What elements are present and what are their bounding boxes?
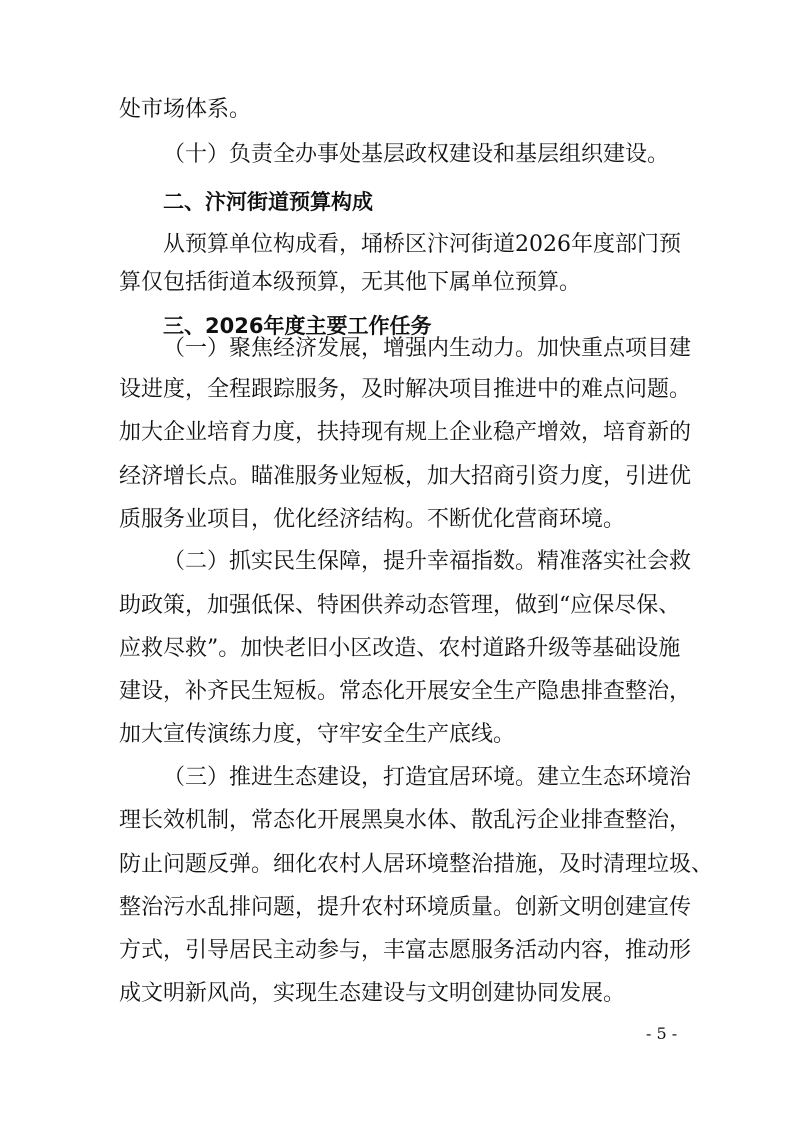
body-text-line: 整治污水乱排问题，提升农村环境质量。创新文明创建宣传 xyxy=(119,895,692,920)
body-text-line: 加大企业培育力度，扶持现有规上企业稳产增效，培育新的 xyxy=(119,420,692,445)
body-text-line: 防止问题反弹。细化农村人居环境整治措施，及时清理垃圾、 xyxy=(119,852,714,877)
body-text-line: （十）负责全办事处基层政权建设和基层组织建设。 xyxy=(163,142,670,167)
section-heading: 三、2026年度主要工作任务 xyxy=(163,314,432,338)
body-text-line: 处市场体系。 xyxy=(119,97,252,122)
body-text-line: （二）抓实民生保障，提升幸福指数。精准落实社会救 xyxy=(163,549,692,574)
body-text-line: 助政策，加强低保、特困供养动态管理，做到“应保尽保、 xyxy=(119,593,681,618)
body-text-line: 算仅包括街道本级预算，无其他下属单位预算。 xyxy=(119,270,582,295)
body-text-line: （一）聚焦经济发展，增强内生动力。加快重点项目建 xyxy=(163,336,692,361)
page-number: - 5 - xyxy=(646,1024,678,1043)
body-text-line: 经济增长点。瞄准服务业短板，加大招商引资力度，引进优 xyxy=(119,464,692,489)
body-text-line: 从预算单位构成看，埇桥区汴河街道2026年度部门预 xyxy=(163,232,681,257)
body-text-line: （三）推进生态建设，打造宜居环境。建立生态环境治 xyxy=(163,765,692,790)
body-text-line: 加大宣传演练力度，守牢安全生产底线。 xyxy=(119,722,516,747)
body-text-line: 质服务业项目，优化经济结构。不断优化营商环境。 xyxy=(119,507,626,532)
body-text-line: 应救尽救”。加快老旧小区改造、农村道路升级等基础设施 xyxy=(119,636,681,661)
body-text-line: 建设，补齐民生短板。常态化开展安全生产隐患排查整治， xyxy=(119,679,692,704)
section-heading: 二、汴河街道预算构成 xyxy=(163,190,373,214)
body-text-line: 理长效机制，常态化开展黑臭水体、散乱污企业排查整治， xyxy=(119,808,692,833)
body-text-line: 成文明新风尚，实现生态建设与文明创建协同发展。 xyxy=(119,981,626,1006)
body-text-line: 方式，引导居民主动参与，丰富志愿服务活动内容，推动形 xyxy=(119,938,692,963)
body-text-line: 设进度，全程跟踪服务，及时解决项目推进中的难点问题。 xyxy=(119,377,692,402)
